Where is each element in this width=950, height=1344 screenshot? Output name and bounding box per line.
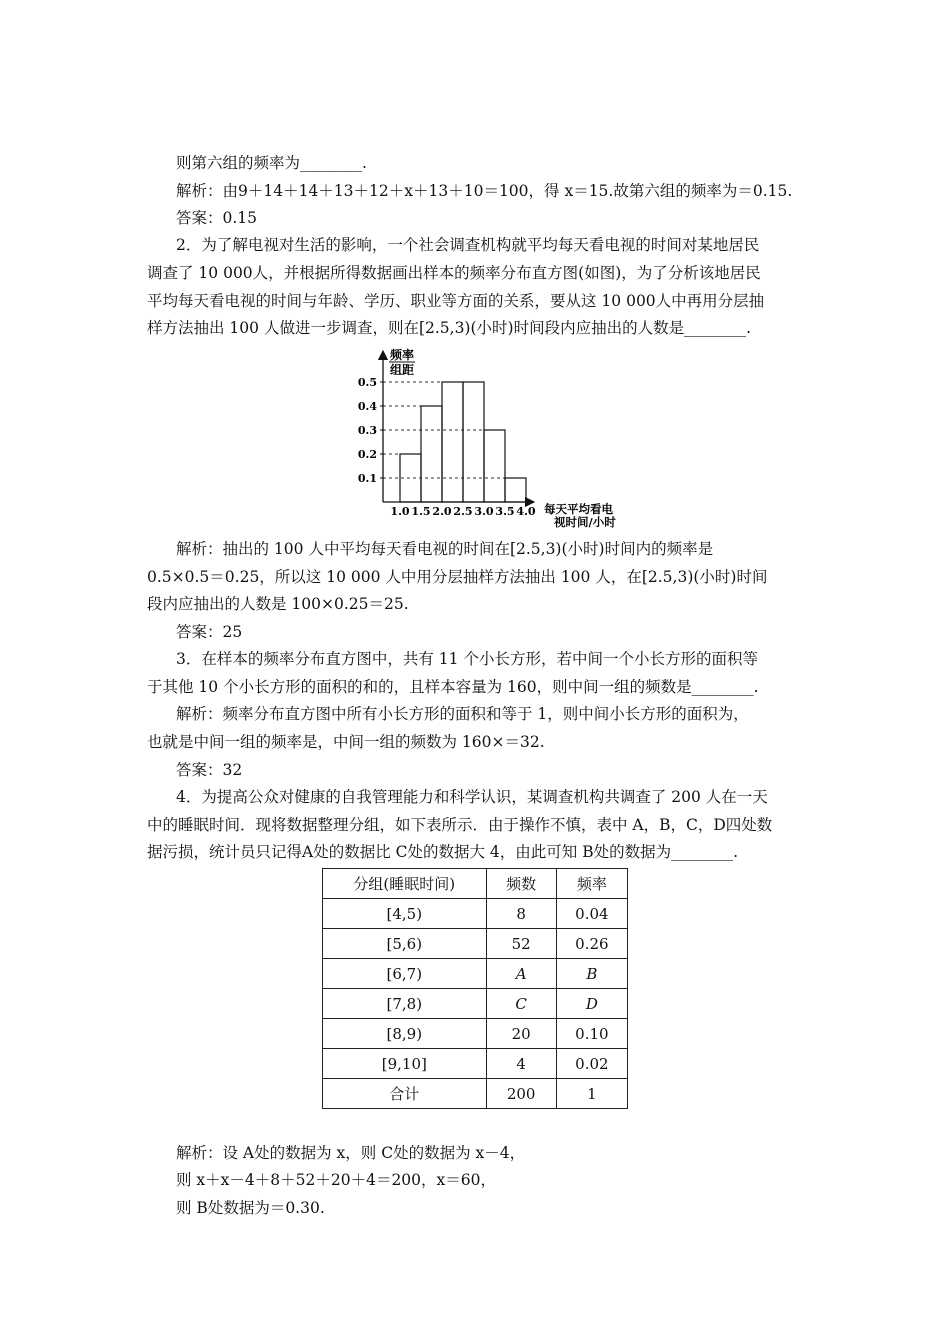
question-4-line: 4．为提高公众对健康的自我管理能力和科学认识，某调查机构共调查了 200 人在一天	[176, 788, 768, 806]
x-tick-label: 1.0	[390, 505, 410, 518]
table-row	[323, 1079, 628, 1109]
table-cell: B	[556, 959, 627, 989]
table-header-cell: 频数	[486, 869, 556, 899]
x-label-line1: 每天平均看电	[544, 502, 613, 516]
histogram-chart	[340, 345, 640, 535]
histogram-bar	[484, 430, 505, 502]
text-line: 解析：频率分布直方图中所有小长方形的面积和等于 1，则中间小长方形的面积为，	[176, 705, 749, 723]
y-tick-label: 0.4	[357, 400, 377, 413]
x-tick-label: 1.5	[411, 505, 431, 518]
text-line: 解析：抽出的 100 人中平均每天看电视的时间在[2.5,3)(小时)时间内的频率是	[176, 540, 714, 558]
table-cell: [9,10]	[323, 1049, 487, 1079]
text-line: 解析：设 A处的数据为 x，则 C处的数据为 x－4，	[176, 1144, 526, 1162]
table-header-cell: 分组(睡眠时间)	[323, 869, 487, 899]
table-cell: 0.02	[556, 1049, 627, 1079]
histogram-bar	[463, 382, 484, 502]
table-cell: A	[486, 959, 556, 989]
text-line: 段内应抽出的人数是 100×0.25＝25.	[147, 595, 409, 613]
text-line: 解析：由9＋14＋14＋13＋12＋x＋13＋10＝100，得 x＝15.故第六组的频率为＝0.15.	[176, 182, 793, 200]
text-line: 答案：25	[176, 623, 243, 641]
histogram-bar	[442, 382, 463, 502]
x-tick-label: 3.5	[495, 505, 515, 518]
text-line: 答案：32	[176, 761, 243, 779]
text-line: 于其他 10 个小长方形的面积的和的，且样本容量为 160，则中间一组的频数是________.	[147, 678, 759, 696]
table-cell: 4	[486, 1049, 556, 1079]
text-line: 中的睡眠时间．现将数据整理分组，如下表所示．由于操作不慎，表中 A，B，C，D四处数	[147, 816, 773, 834]
table-cell: 0.26	[556, 929, 627, 959]
table-row	[323, 989, 628, 1019]
table-cell: 合计	[323, 1079, 487, 1109]
table-cell: [4,5)	[323, 899, 487, 929]
question-2-line: 2．为了解电视对生活的影响，一个社会调查机构就平均每天看电视的时间对某地居民	[176, 236, 760, 254]
y-tick-label: 0.5	[357, 376, 377, 389]
text-line: 则 B处数据为＝0.30.	[176, 1199, 325, 1217]
table-row	[323, 1049, 628, 1079]
text-line: 平均每天看电视的时间与年龄、学历、职业等方面的关系，要从这 10 000人中再用分层抽	[147, 292, 765, 310]
table-cell: [5,6)	[323, 929, 487, 959]
table-cell: 20	[486, 1019, 556, 1049]
y-tick-label: 0.3	[357, 424, 377, 437]
x-tick-label: 2.0	[432, 505, 452, 518]
table-cell: 200	[486, 1079, 556, 1109]
table-row	[323, 1019, 628, 1049]
table-cell: [6,7)	[323, 959, 487, 989]
text-line: 调查了 10 000人，并根据所得数据画出样本的频率分布直方图(如图)，为了分析该地居民	[147, 264, 761, 282]
table-cell: 1	[556, 1079, 627, 1109]
table-row	[323, 929, 628, 959]
histogram-bar	[421, 406, 442, 502]
histogram-bar	[505, 478, 526, 502]
y-tick-label: 0.2	[357, 448, 377, 461]
table-cell: 0.04	[556, 899, 627, 929]
table-cell: C	[486, 989, 556, 1019]
text-line: 则第六组的频率为________.	[176, 154, 367, 172]
table-cell: 8	[486, 899, 556, 929]
y-label-bottom: 组距	[390, 363, 415, 377]
table-cell: 0.10	[556, 1019, 627, 1049]
text-line: 0.5×0.5＝0.25，所以这 10 000 人中用分层抽样方法抽出 100 人，在[2.5,3)(小时)时间	[147, 568, 768, 586]
text-line: 样方法抽出 100 人做进一步调查，则在[2.5,3)(小时)时间段内应抽出的人数是________.	[147, 319, 751, 337]
x-label-line2: 视时间/小时	[554, 515, 616, 529]
text-line: 据污损，统计员只记得A处的数据比 C处的数据大 4，由此可知 B处的数据为________.	[147, 843, 739, 861]
question-3-line: 3．在样本的频率分布直方图中，共有 11 个小长方形，若中间一个小长方形的面积等	[176, 650, 758, 668]
table-cell: [8,9)	[323, 1019, 487, 1049]
x-tick-label: 4.0	[516, 505, 536, 518]
table-cell: 52	[486, 929, 556, 959]
table-row	[323, 899, 628, 929]
text-line: 也就是中间一组的频率是，中间一组的频数为 160×＝32.	[147, 733, 545, 751]
x-tick-label: 3.0	[474, 505, 494, 518]
frequency-table	[322, 868, 628, 1109]
y-label-top: 频率	[390, 348, 415, 362]
table-cell: [7,8)	[323, 989, 487, 1019]
x-tick-label: 2.5	[453, 505, 473, 518]
table-row	[323, 959, 628, 989]
text-line: 答案：0.15	[176, 209, 258, 227]
y-tick-label: 0.1	[357, 472, 377, 485]
text-line: 则 x＋x－4＋8＋52＋20＋4＝200，x＝60，	[176, 1171, 496, 1189]
table-header-row	[323, 869, 628, 899]
table-header-cell: 频率	[556, 869, 627, 899]
table-cell: D	[556, 989, 627, 1019]
